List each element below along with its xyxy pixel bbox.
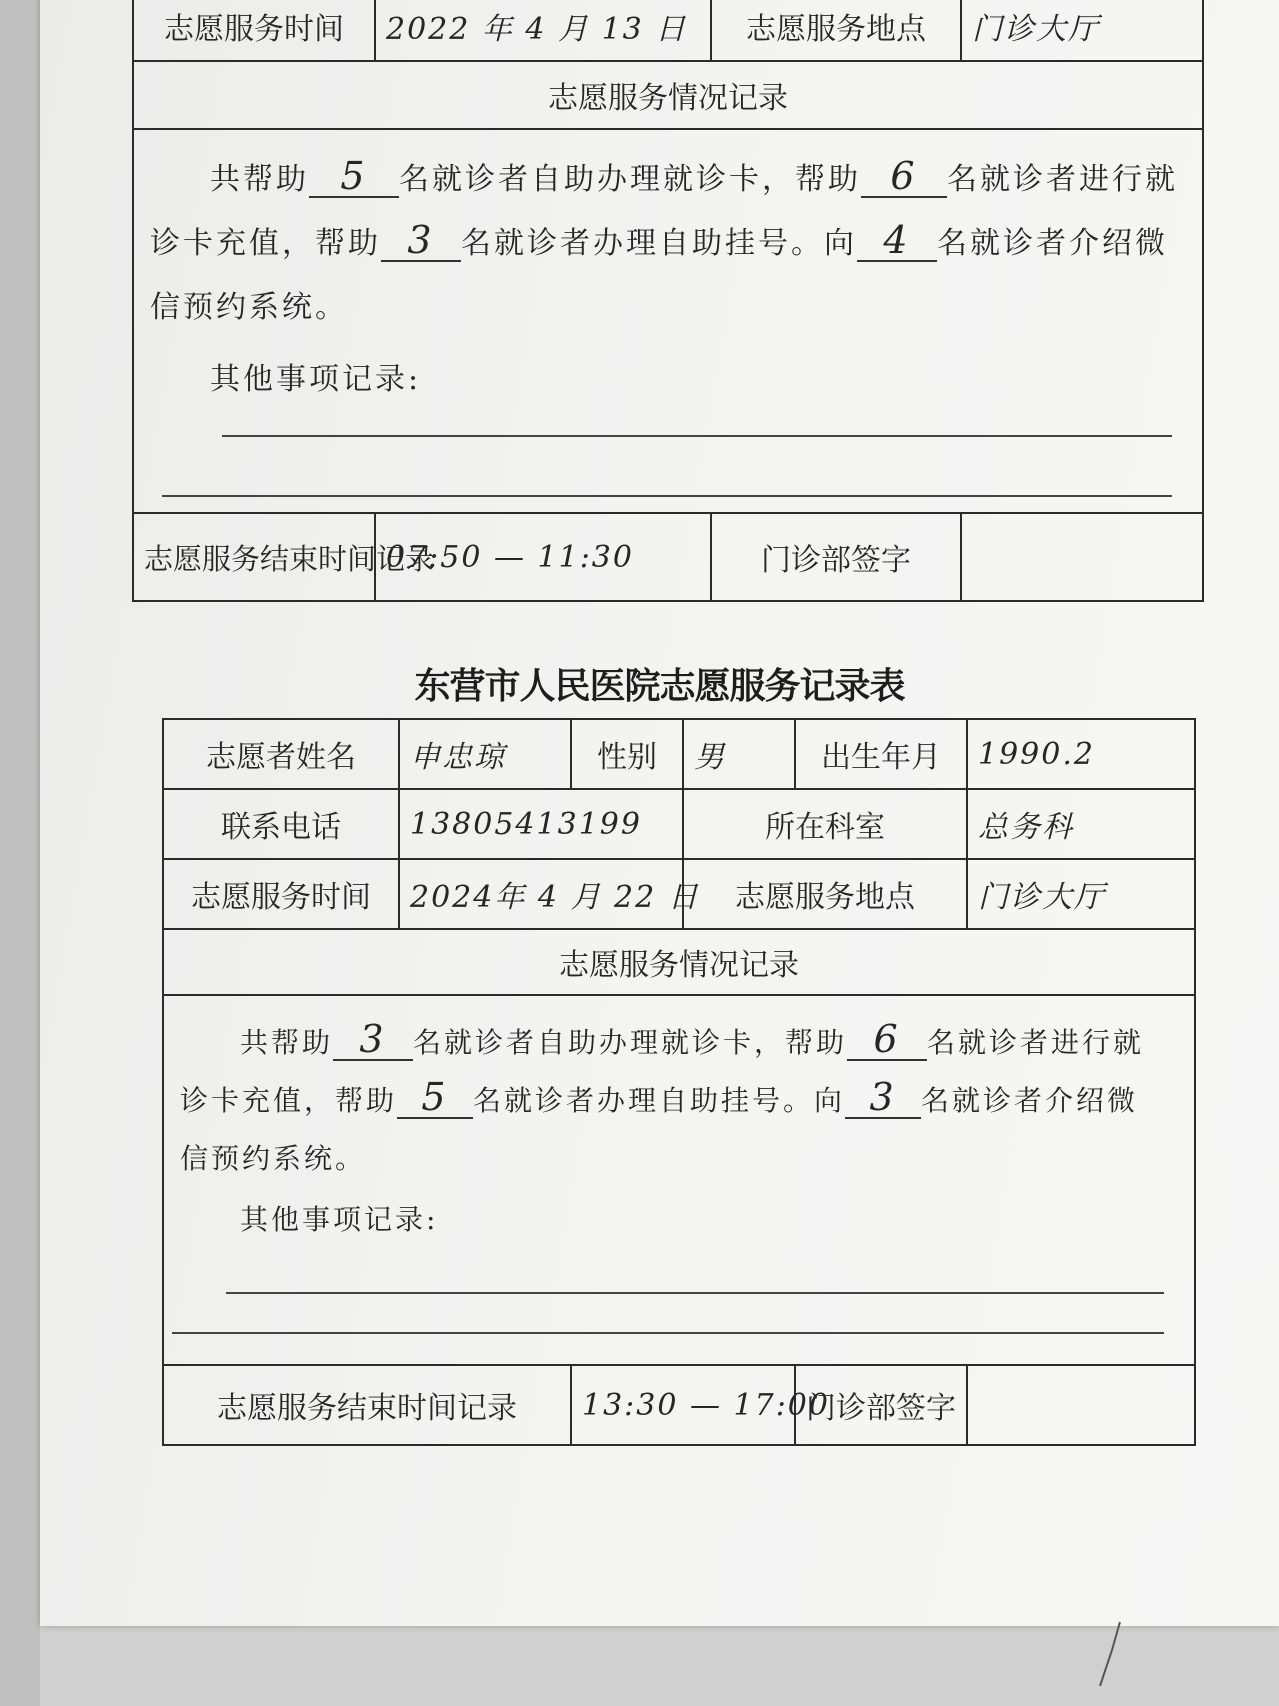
sentence-text: 名就诊者办理自助挂号。向	[473, 1084, 846, 1117]
sentence-text: 名就诊者介绍微	[937, 226, 1168, 261]
situation-title: 志愿服务情况记录	[133, 61, 1203, 129]
sentence-text: 诊卡充值，帮助	[150, 226, 381, 261]
sentence-text: 共帮助	[210, 162, 309, 197]
service-place-value: 门诊大厅	[967, 859, 1195, 929]
sentence-text: 名就诊者介绍微	[921, 1084, 1139, 1117]
sign-label: 门诊部签字	[795, 1365, 967, 1445]
sentence-line-3: 信预约系统。	[180, 1142, 367, 1175]
dept-label: 所在科室	[683, 789, 967, 859]
sentence-line-1	[180, 1014, 1178, 1072]
dept-value: 总务科	[967, 789, 1195, 859]
form-title: 东营市人民医院志愿服务记录表	[414, 665, 905, 707]
service-time-label: 志愿服务时间	[133, 0, 375, 61]
notes-line-1	[222, 435, 1172, 437]
other-notes-label: 其他事项记录:	[210, 362, 422, 397]
sentence-line-1	[150, 148, 1186, 212]
sign-value	[961, 513, 1203, 601]
sentence-text: 名就诊者自助办理就诊卡，帮助	[399, 162, 861, 197]
end-time-value: 07:50 — 11:30	[375, 513, 711, 601]
situation-body	[163, 995, 1195, 1365]
gender-value: 男	[683, 719, 795, 789]
service-place-label: 志愿服务地点	[711, 0, 961, 61]
sentence-line-2	[150, 212, 1186, 276]
other-notes-label: 其他事项记录:	[240, 1203, 439, 1236]
count-registration: 3	[381, 220, 461, 262]
end-time-label: 志愿服务结束时间记录	[163, 1365, 571, 1445]
count-wechat-intro: 4	[857, 220, 937, 262]
sign-label: 门诊部签字	[711, 513, 961, 601]
sentence-text: 名就诊者办理自助挂号。向	[461, 226, 857, 261]
sentence-text: 名就诊者进行就	[947, 162, 1178, 197]
birth-value: 1990.2	[967, 719, 1195, 789]
record-bottom	[162, 718, 1194, 1444]
notes-line-2	[172, 1332, 1164, 1334]
service-time-label: 志愿服务时间	[163, 859, 399, 929]
birth-label: 出生年月	[795, 719, 967, 789]
service-time-value: 2024年 4 月 22 日	[399, 859, 683, 929]
count-card-self-service: 5	[309, 156, 399, 198]
background-edge	[0, 0, 40, 1706]
situation-title: 志愿服务情况记录	[163, 929, 1195, 995]
sentence-text: 诊卡充值，帮助	[180, 1084, 398, 1117]
name-label: 志愿者姓名	[163, 719, 399, 789]
record-top	[132, 0, 1202, 600]
sign-value	[967, 1365, 1195, 1445]
notes-line-1	[226, 1292, 1164, 1294]
count-card-recharge: 6	[847, 1019, 927, 1061]
count-registration: 5	[397, 1077, 473, 1119]
situation-body	[133, 129, 1203, 513]
pen-stroke-mark	[1090, 1620, 1130, 1690]
name-value: 申忠琼	[399, 719, 571, 789]
sentence-line-2	[180, 1072, 1178, 1130]
service-time-value: 2022 年 4 月 13 日	[375, 0, 711, 61]
service-place-value: 门诊大厅	[961, 0, 1203, 61]
count-card-self-service: 3	[333, 1019, 413, 1061]
gender-label: 性别	[571, 719, 683, 789]
notes-line-2	[162, 495, 1172, 497]
count-card-recharge: 6	[861, 156, 947, 198]
sentence-text: 名就诊者进行就	[927, 1026, 1145, 1059]
end-time-value: 13:30 — 17:00	[571, 1365, 795, 1445]
paper-sheet	[40, 0, 1279, 1626]
sentence-text: 共帮助	[240, 1026, 334, 1059]
phone-value: 13805413199	[399, 789, 683, 859]
sentence-text: 名就诊者自助办理就诊卡，帮助	[413, 1026, 848, 1059]
count-wechat-intro: 3	[845, 1077, 921, 1119]
end-time-label: 志愿服务结束时间记录	[133, 513, 375, 601]
phone-label: 联系电话	[163, 789, 399, 859]
service-place-label: 志愿服务地点	[683, 859, 967, 929]
sentence-line-3: 信预约系统。	[150, 290, 348, 325]
